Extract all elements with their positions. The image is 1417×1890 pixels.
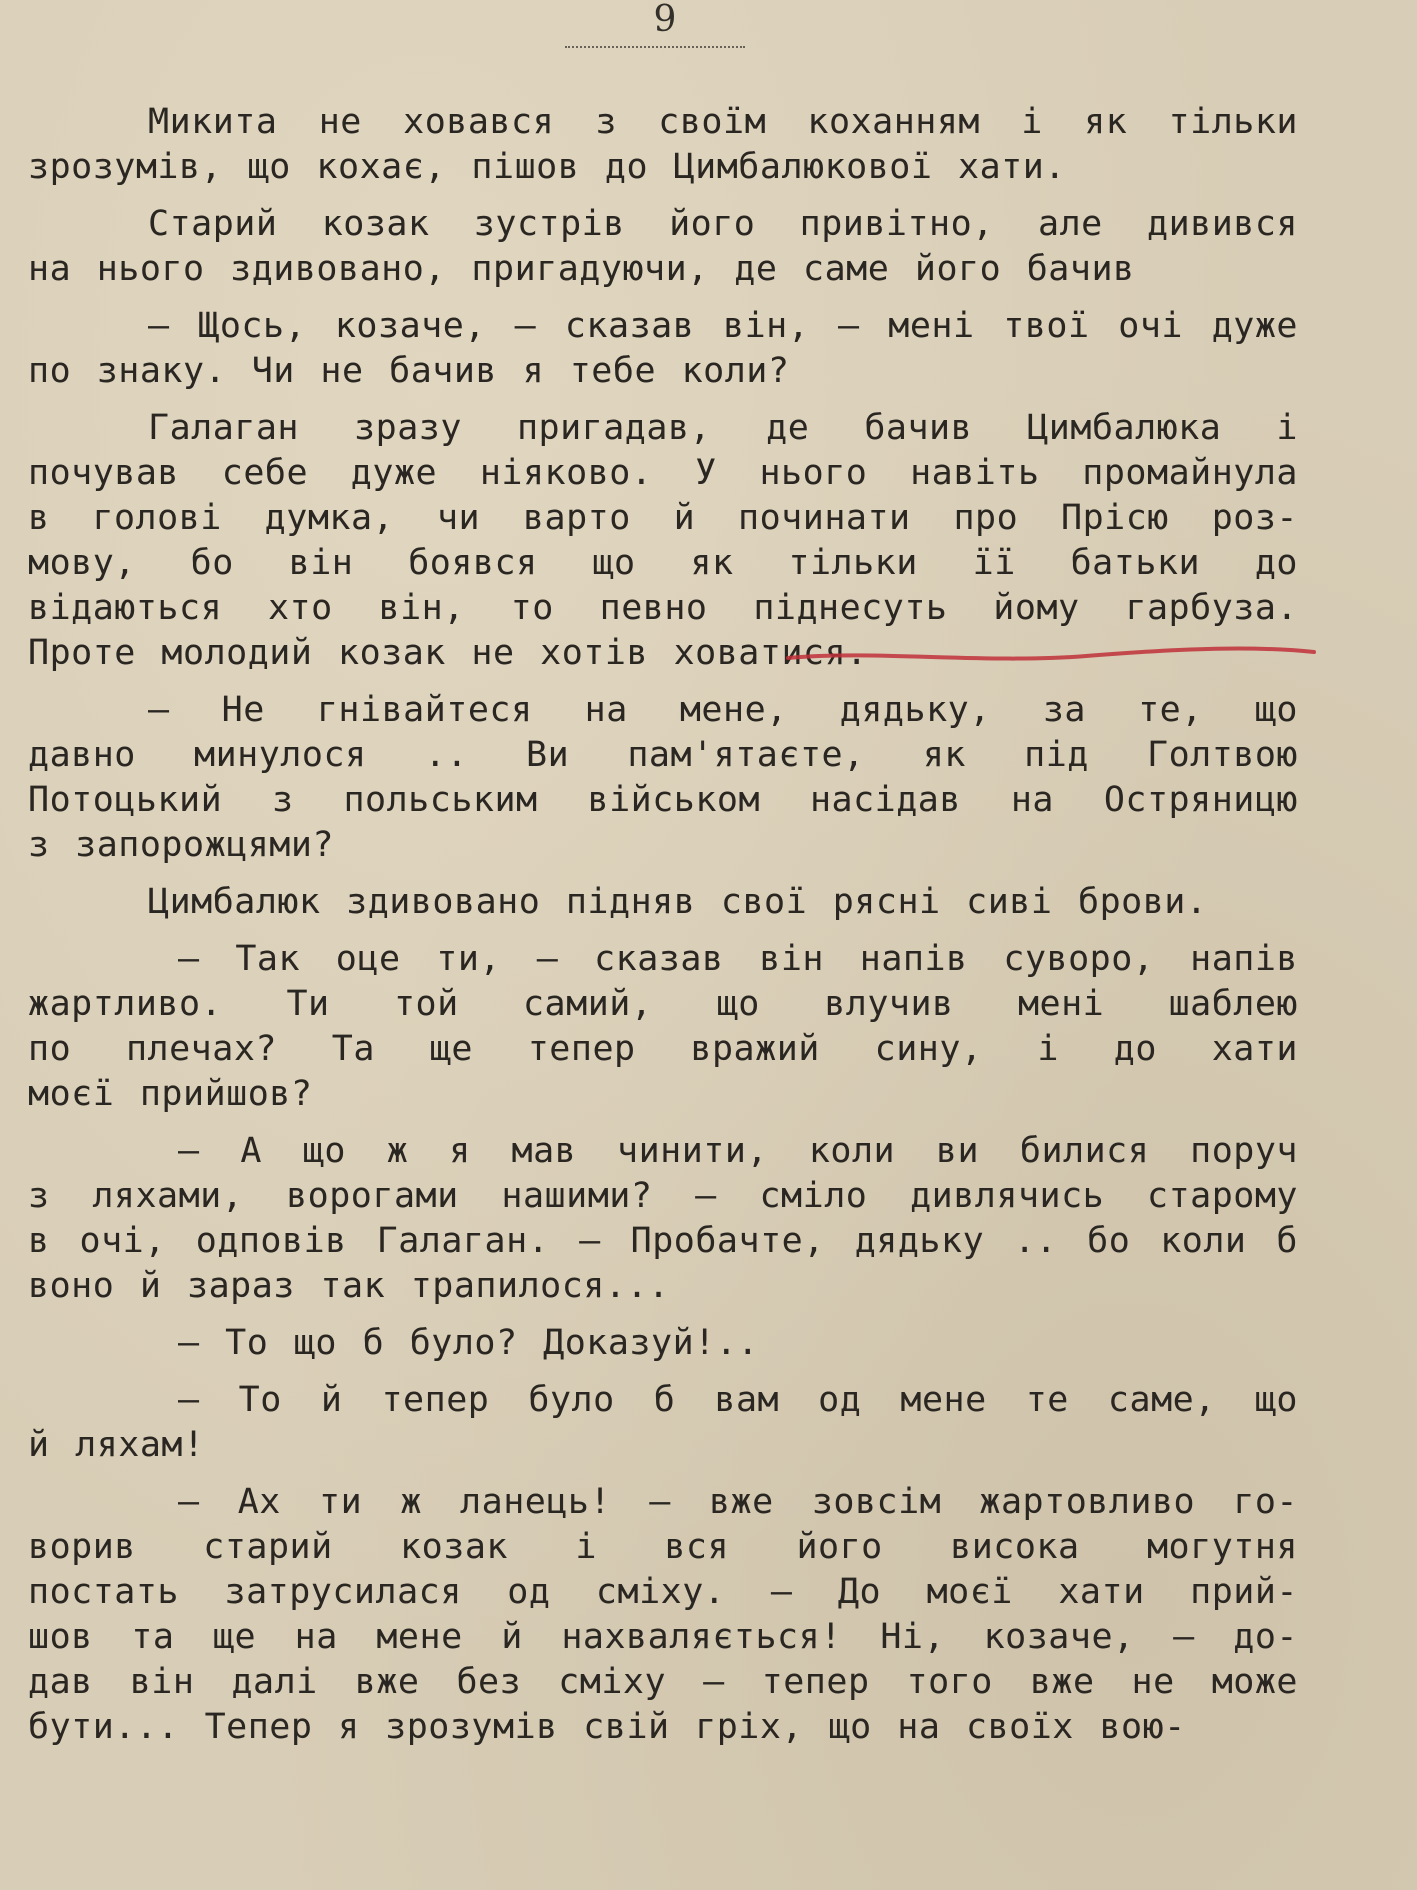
text-line: мову, бо він боявся що як тільки її батьки до xyxy=(28,543,1298,583)
paragraph xyxy=(28,1378,1298,1468)
text-line: по плечах? Та ще тепер вражий сину, і до хати xyxy=(28,1029,1298,1069)
page-number: 9 xyxy=(653,0,677,40)
body-text xyxy=(28,100,1298,1750)
text-line: зрозумів, що кохає, пішов до Цимбалюкової хати. xyxy=(28,147,1066,187)
text-line: — Так оце ти, — сказав він напів суворо, напів xyxy=(178,939,1298,979)
text-line: Проте молодий козак не хотів ховатися. xyxy=(28,633,868,673)
text-line: почував себе дуже ніяково. У нього навіть промайнула xyxy=(28,453,1298,493)
paragraph xyxy=(28,406,1298,676)
text-line: — Щось, козаче, — сказав він, — мені твої очі дуже xyxy=(148,306,1298,346)
text-line: по знаку. Чи не бачив я тебе коли? xyxy=(28,351,790,391)
text-line: — Не гнівайтеся на мене, дядьку, за те, що xyxy=(148,690,1298,730)
text-line: Старий козак зустрів його привітно, але дивився xyxy=(148,204,1298,244)
paragraph xyxy=(28,937,1298,1117)
text-line: й ляхам! xyxy=(28,1425,205,1465)
text-line: — А що ж я мав чинити, коли ви билися поруч xyxy=(178,1131,1298,1171)
paragraph xyxy=(28,688,1298,868)
text-line: Цимбалюк здивовано підняв свої рясні сиві брови. xyxy=(148,882,1208,922)
text-line: Микита не ховався з своїм коханням і як тільки xyxy=(148,102,1298,142)
paragraph xyxy=(28,880,1298,925)
text-line: бути... Тепер я зрозумів свій гріх, що на своїх вою- xyxy=(28,1707,1186,1747)
text-line: в очі, одповів Галаган. — Пробачте, дядьку .. бо коли б xyxy=(28,1221,1298,1261)
paragraph xyxy=(28,100,1298,190)
text-line: — То що б було? Доказуй!.. xyxy=(178,1323,759,1363)
paragraph xyxy=(28,1480,1298,1750)
text-line: — Ах ти ж ланець! — вже зовсім жартовливо го- xyxy=(178,1482,1298,1522)
text-line: воно й зараз так трапилося... xyxy=(28,1266,670,1306)
text-line: Галаган зразу пригадав, де бачив Цимбалюка і xyxy=(148,408,1298,448)
text-line: шов та ще на мене й нахваляється! Ні, козаче, — до- xyxy=(28,1617,1298,1657)
text-line: давно минулося .. Ви пам'ятаєте, як під Голтвою xyxy=(28,735,1298,775)
paragraph xyxy=(28,1129,1298,1309)
text-line: відаються хто він, то певно піднесуть йому гарбуза. xyxy=(28,588,1298,628)
text-line: на нього здивовано, пригадуючи, де саме його бачив xyxy=(28,249,1135,289)
header-rule xyxy=(565,46,745,48)
text-line: — То й тепер було б вам од мене те саме, що xyxy=(178,1380,1298,1420)
paragraph xyxy=(28,1321,1298,1366)
paragraph xyxy=(28,304,1298,394)
text-line: з ляхами, ворогами нашими? — сміло дивлячись старому xyxy=(28,1176,1298,1216)
text-line: ворив старий козак і вся його висока могутня xyxy=(28,1527,1298,1567)
text-line: в голові думка, чи варто й починати про Прісю роз- xyxy=(28,498,1298,538)
text-line: Потоцький з польським військом насідав на Остряницю xyxy=(28,780,1298,820)
paragraph xyxy=(28,202,1298,292)
text-line: з запорожцями? xyxy=(28,825,335,865)
text-line: дав він далі вже без сміху — тепер того вже не може xyxy=(28,1662,1298,1702)
text-line: моєї прийшов? xyxy=(28,1074,313,1114)
text-line: постать затрусилася од сміху. — До моєї хати прий- xyxy=(28,1572,1298,1612)
text-line: жартливо. Ти той самий, що влучив мені шаблею xyxy=(28,984,1298,1024)
